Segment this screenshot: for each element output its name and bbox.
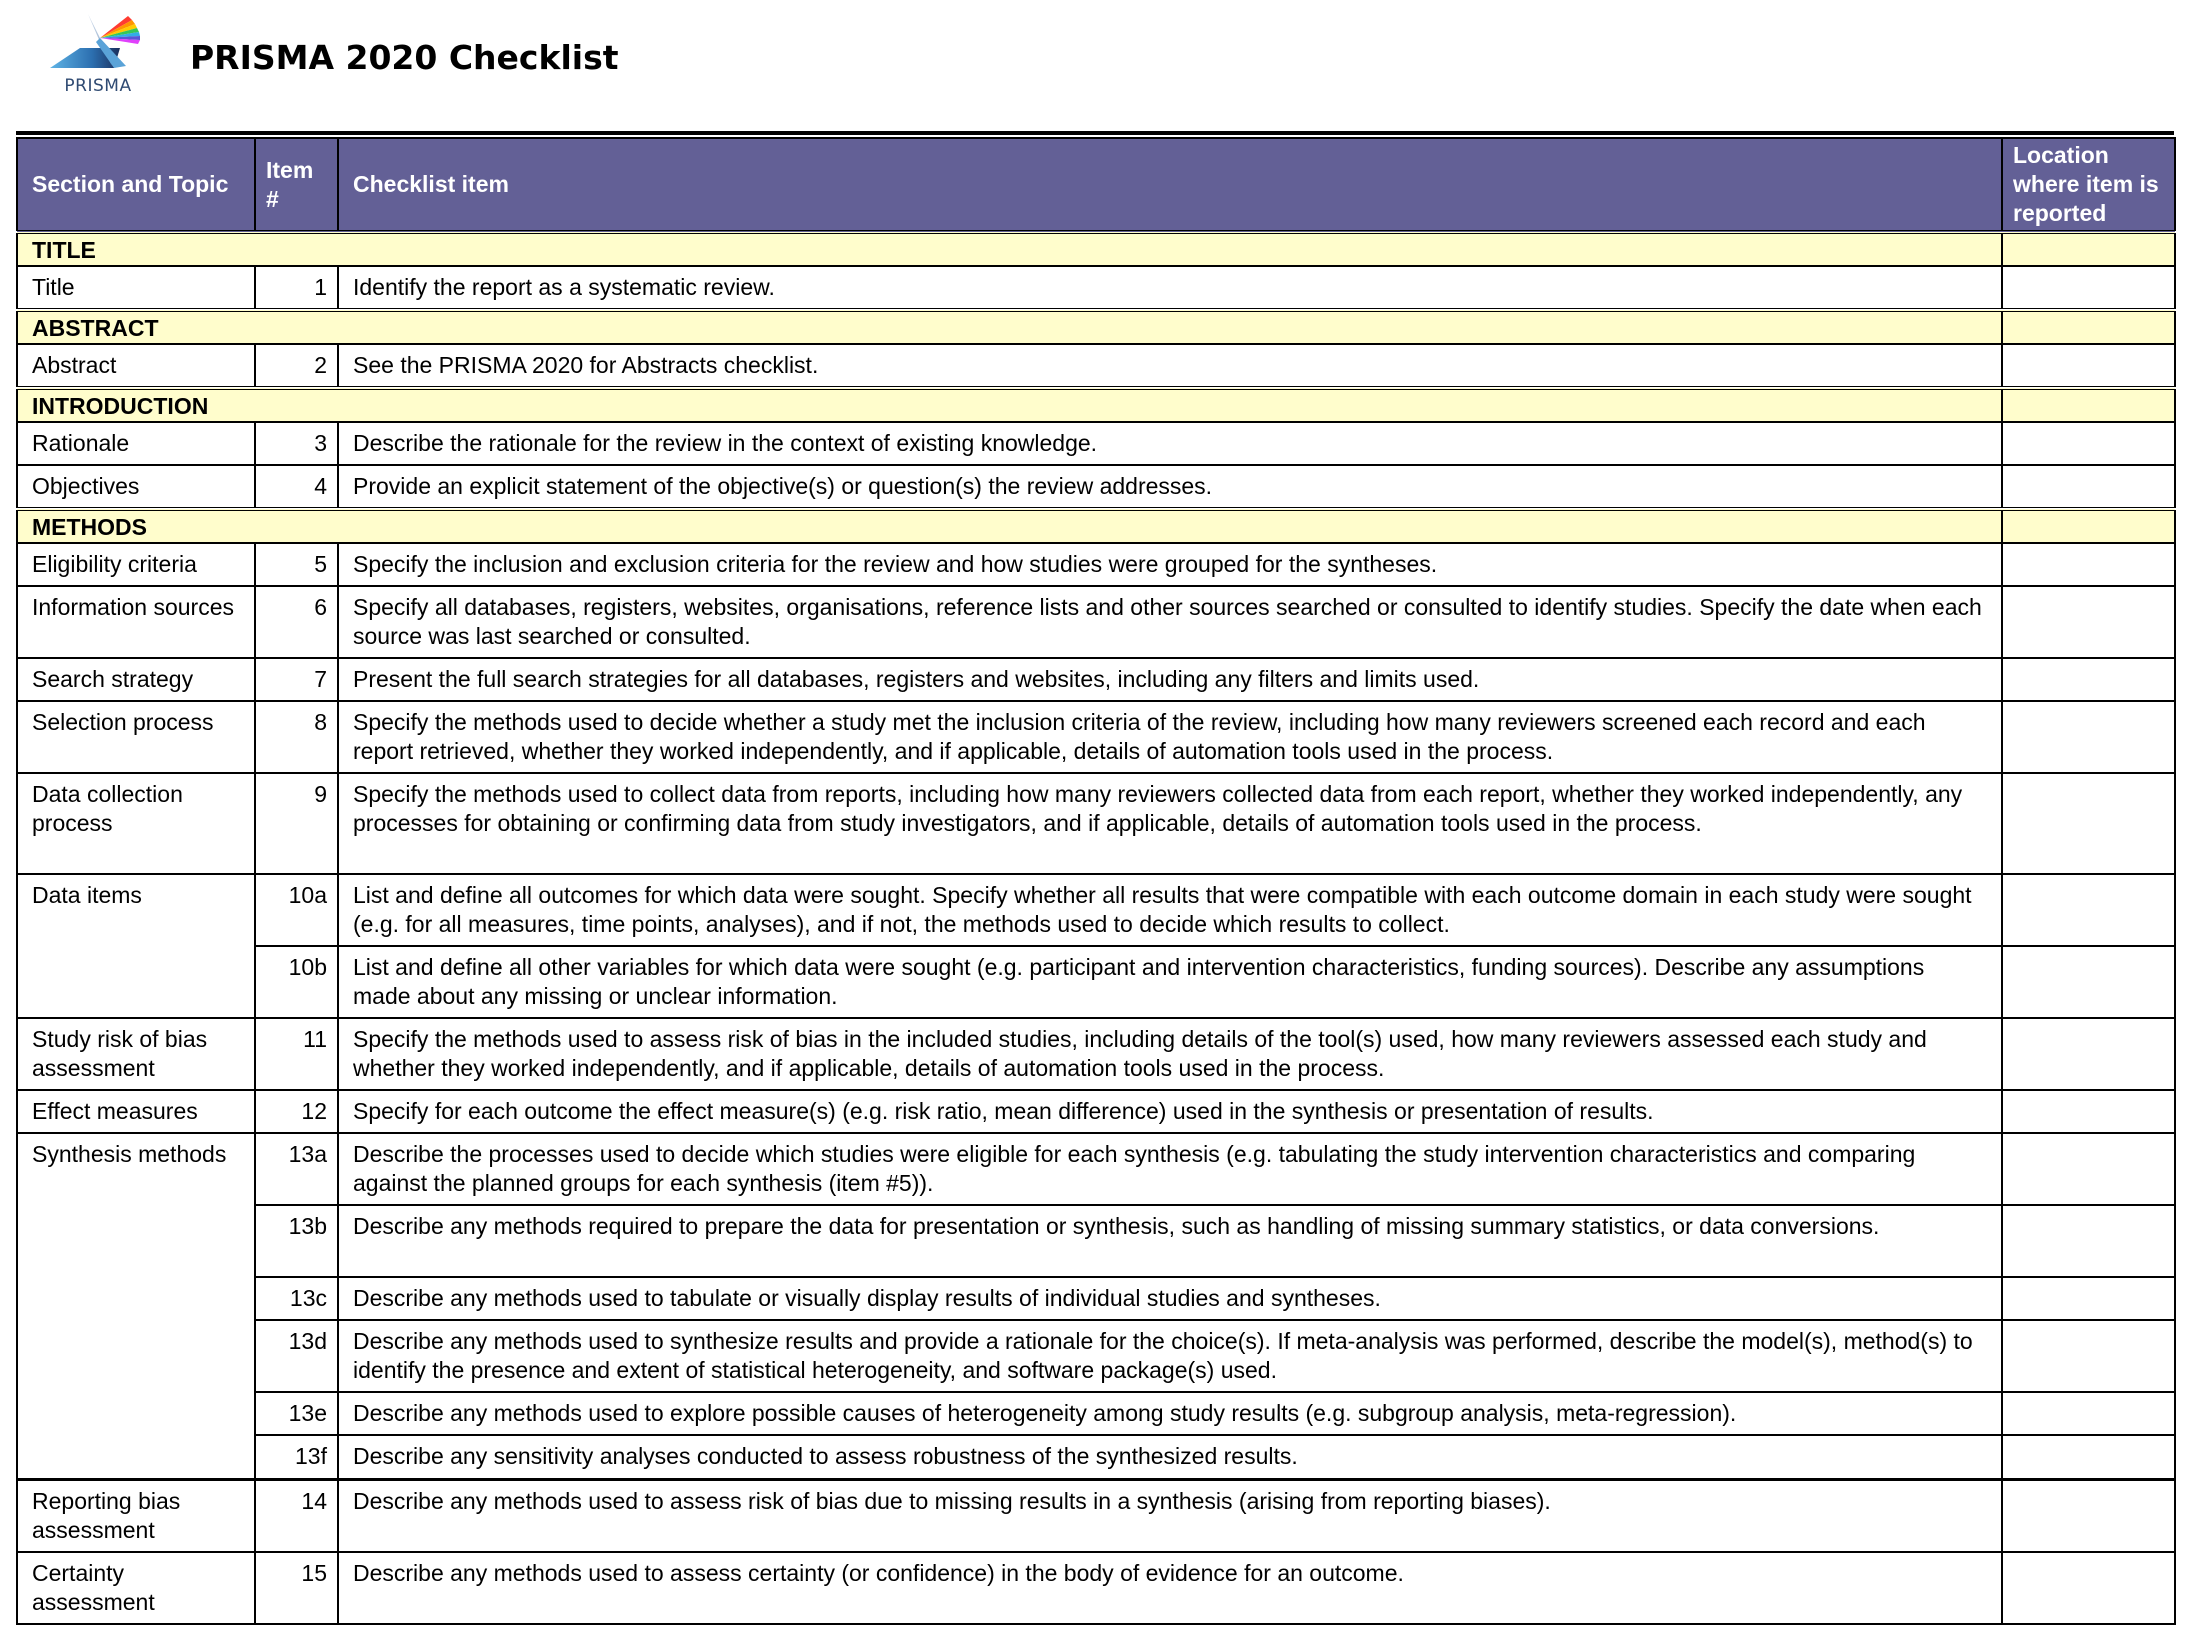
location-cell[interactable] — [2002, 465, 2175, 509]
location-cell[interactable] — [2002, 1435, 2175, 1479]
location-cell[interactable] — [2002, 874, 2175, 946]
location-cell[interactable] — [2002, 1133, 2175, 1205]
topic-cell: Effect measures — [17, 1090, 255, 1133]
topic-cell: Eligibility criteria — [17, 543, 255, 586]
item-number: 7 — [255, 658, 338, 701]
item-number: 13d — [255, 1320, 338, 1392]
topic-cell: Data items — [17, 874, 255, 1018]
prisma-logo — [40, 8, 150, 104]
item-number: 8 — [255, 701, 338, 773]
section-row-title — [17, 232, 2175, 266]
table-row — [17, 1552, 2175, 1624]
location-cell[interactable] — [2002, 543, 2175, 586]
item-number: 10a — [255, 874, 338, 946]
table-row — [17, 1435, 2175, 1479]
location-cell[interactable] — [2002, 310, 2175, 344]
table-header-row — [17, 138, 2175, 232]
table-row — [17, 586, 2175, 658]
location-cell[interactable] — [2002, 1018, 2175, 1090]
topic-cell: Certainty assessment — [17, 1552, 255, 1624]
checklist-table-wrapper — [16, 131, 2174, 1625]
table-row — [17, 658, 2175, 701]
table-row — [17, 266, 2175, 310]
column-header-topic: Section and Topic — [17, 138, 255, 232]
table-row — [17, 1205, 2175, 1277]
column-header-location: Location where item is reported — [2002, 138, 2175, 232]
location-cell[interactable] — [2002, 658, 2175, 701]
table-row — [17, 1277, 2175, 1320]
location-cell[interactable] — [2002, 422, 2175, 465]
location-cell[interactable] — [2002, 1320, 2175, 1392]
checklist-text: Specify all databases, registers, websites, organisations, reference lists and other sources searched or consulted to identify studies. Specify the date when each source was last searched or consulted. — [338, 586, 2002, 658]
table-row — [17, 1479, 2175, 1552]
location-cell[interactable] — [2002, 1479, 2175, 1552]
item-number: 11 — [255, 1018, 338, 1090]
topic-cell: Rationale — [17, 422, 255, 465]
location-cell[interactable] — [2002, 586, 2175, 658]
checklist-text: Identify the report as a systematic review. — [338, 266, 2002, 310]
checklist-text: Describe any methods required to prepare the data for presentation or synthesis, such as handling of missing summary statistics, or data conversions. — [338, 1205, 2002, 1277]
item-number: 14 — [255, 1479, 338, 1552]
item-number: 5 — [255, 543, 338, 586]
item-number: 6 — [255, 586, 338, 658]
section-label: ABSTRACT — [17, 310, 2002, 344]
page-title: PRISMA 2020 Checklist — [190, 38, 619, 77]
checklist-text: Describe any methods used to synthesize results and provide a rationale for the choice(s). If meta-analysis was performed, describe the model(s), method(s) to identify the presence and extent of statistical heterogeneity, and software package(s) used. — [338, 1320, 2002, 1392]
topic-cell: Abstract — [17, 344, 255, 388]
prism-icon — [40, 8, 150, 78]
table-row — [17, 1320, 2175, 1392]
checklist-text: Present the full search strategies for all databases, registers and websites, including any filters and limits used. — [338, 658, 2002, 701]
checklist-text: Provide an explicit statement of the objective(s) or question(s) the review addresses. — [338, 465, 2002, 509]
location-cell[interactable] — [2002, 946, 2175, 1018]
section-row-introduction — [17, 388, 2175, 422]
checklist-text: List and define all other variables for which data were sought (e.g. participant and intervention characteristics, funding sources). Describe any assumptions made about any missing or unclear information. — [338, 946, 2002, 1018]
item-number: 15 — [255, 1552, 338, 1624]
checklist-text: Describe any methods used to explore possible causes of heterogeneity among study results (e.g. subgroup analysis, meta-regression). — [338, 1392, 2002, 1435]
topic-cell: Selection process — [17, 701, 255, 773]
item-number: 13e — [255, 1392, 338, 1435]
location-cell[interactable] — [2002, 232, 2175, 266]
table-row — [17, 874, 2175, 946]
table-top-rule — [16, 131, 2174, 135]
checklist-text: Specify the inclusion and exclusion criteria for the review and how studies were grouped for the syntheses. — [338, 543, 2002, 586]
table-row — [17, 1392, 2175, 1435]
table-row — [17, 1018, 2175, 1090]
checklist-text: List and define all outcomes for which data were sought. Specify whether all results that were compatible with each outcome domain in each study were sought (e.g. for all measures, time points, analyses), and if not, the methods used to decide which results to collect. — [338, 874, 2002, 946]
checklist-text: Describe the rationale for the review in the context of existing knowledge. — [338, 422, 2002, 465]
table-row — [17, 465, 2175, 509]
section-row-methods — [17, 509, 2175, 543]
item-number: 1 — [255, 266, 338, 310]
column-header-checklist: Checklist item — [338, 138, 2002, 232]
item-number: 13a — [255, 1133, 338, 1205]
item-number: 4 — [255, 465, 338, 509]
topic-cell: Objectives — [17, 465, 255, 509]
table-row — [17, 543, 2175, 586]
topic-cell: Search strategy — [17, 658, 255, 701]
location-cell[interactable] — [2002, 509, 2175, 543]
checklist-table — [16, 137, 2176, 1625]
topic-cell: Title — [17, 266, 255, 310]
topic-cell: Information sources — [17, 586, 255, 658]
topic-cell: Study risk of bias assessment — [17, 1018, 255, 1090]
item-number: 13f — [255, 1435, 338, 1479]
location-cell[interactable] — [2002, 388, 2175, 422]
location-cell[interactable] — [2002, 344, 2175, 388]
location-cell[interactable] — [2002, 701, 2175, 773]
location-cell[interactable] — [2002, 1277, 2175, 1320]
table-row — [17, 422, 2175, 465]
item-number: 12 — [255, 1090, 338, 1133]
location-cell[interactable] — [2002, 1392, 2175, 1435]
table-row — [17, 773, 2175, 874]
table-row — [17, 946, 2175, 1018]
location-cell[interactable] — [2002, 1552, 2175, 1624]
item-number: 13c — [255, 1277, 338, 1320]
location-cell[interactable] — [2002, 1205, 2175, 1277]
checklist-text: Specify the methods used to decide whether a study met the inclusion criteria of the review, including how many reviewers screened each record and each report retrieved, whether they worked independently, and if applicable, details of automation tools used in the process. — [338, 701, 2002, 773]
location-cell[interactable] — [2002, 773, 2175, 874]
table-row — [17, 344, 2175, 388]
location-cell[interactable] — [2002, 266, 2175, 310]
table-row — [17, 1133, 2175, 1205]
location-cell[interactable] — [2002, 1090, 2175, 1133]
logo-text: PRISMA — [64, 76, 132, 96]
checklist-text: Specify the methods used to collect data from reports, including how many reviewers collected data from each report, whether they worked independently, any processes for obtaining or confirming data from study investigators, and if applicable, details of automation tools used in the process. — [338, 773, 2002, 874]
section-label: INTRODUCTION — [17, 388, 2002, 422]
topic-cell: Reporting bias assessment — [17, 1479, 255, 1552]
checklist-text: Describe any methods used to tabulate or visually display results of individual studies and syntheses. — [338, 1277, 2002, 1320]
section-label: METHODS — [17, 509, 2002, 543]
checklist-text: Describe any sensitivity analyses conducted to assess robustness of the synthesized results. — [338, 1435, 2002, 1479]
checklist-text: Specify the methods used to assess risk of bias in the included studies, including details of the tool(s) used, how many reviewers assessed each study and whether they worked independently, and if applicable, details of automation tools used in the process. — [338, 1018, 2002, 1090]
checklist-text: Describe the processes used to decide which studies were eligible for each synthesis (e.g. tabulating the study intervention characteristics and comparing against the planned groups for each synthesis (item #5)). — [338, 1133, 2002, 1205]
topic-cell: Data collection process — [17, 773, 255, 874]
checklist-text: Specify for each outcome the effect measure(s) (e.g. risk ratio, mean difference) used in the synthesis or presentation of results. — [338, 1090, 2002, 1133]
item-number: 13b — [255, 1205, 338, 1277]
topic-cell: Synthesis methods — [17, 1133, 255, 1479]
item-number: 10b — [255, 946, 338, 1018]
section-label: TITLE — [17, 232, 2002, 266]
item-number: 2 — [255, 344, 338, 388]
checklist-text: See the PRISMA 2020 for Abstracts checklist. — [338, 344, 2002, 388]
section-row-abstract — [17, 310, 2175, 344]
column-header-item: Item # — [255, 138, 338, 232]
item-number: 3 — [255, 422, 338, 465]
table-row — [17, 701, 2175, 773]
table-row — [17, 1090, 2175, 1133]
checklist-text: Describe any methods used to assess risk of bias due to missing results in a synthesis (arising from reporting biases). — [338, 1479, 2002, 1552]
checklist-text: Describe any methods used to assess certainty (or confidence) in the body of evidence for an outcome. — [338, 1552, 2002, 1624]
item-number: 9 — [255, 773, 338, 874]
